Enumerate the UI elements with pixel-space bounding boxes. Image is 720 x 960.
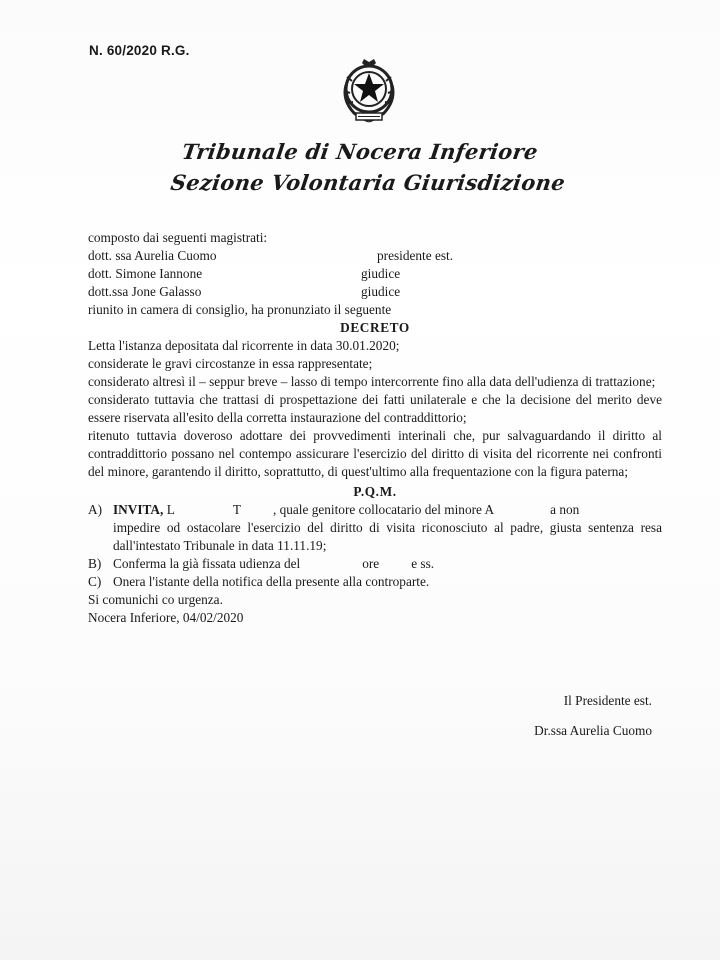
order-label: A) bbox=[88, 502, 103, 517]
order-a-name-initial: L bbox=[166, 502, 175, 517]
order-a-rest: impedire od ostacolare l'esercizio del diritto di visita riconosciuto al padre, giusta sentenza resa dall'intestato Tribunale in data 11.11.19; bbox=[113, 520, 662, 553]
recital: ritenuto tuttavia doveroso adottare dei provvedimenti interinali che, pur salvaguardando il diritto al contraddittorio possano nel contempo assicurare l'esercizio del diritto di visita del ricorrente nei confronti del minore, garantendo il diritto, soprattutto, di quest'ultimo alla frequentazione con la figura paterna; bbox=[88, 428, 662, 479]
recital: Letta l'istanza depositata dal ricorrente in data 30.01.2020; bbox=[88, 338, 400, 353]
magistrate-role: presidente est. bbox=[377, 248, 454, 263]
magistrate-name: dott.ssa Jone Galasso bbox=[88, 284, 202, 299]
order-a bbox=[88, 501, 662, 555]
case-reference: N. 60/2020 R.G. bbox=[89, 43, 190, 58]
magistrate-row bbox=[88, 247, 662, 265]
recital: considerato tuttavia che trattasi di prospettazione dei fatti unilaterale e che la decisione del merito deve essere riservata all'esito della corretta instaurazione del contraddittorio; bbox=[88, 392, 662, 425]
magistrate-name: dott. Simone Iannone bbox=[88, 266, 203, 281]
signature-title: Il Presidente est. bbox=[563, 693, 652, 708]
composition-intro: composto dai seguenti magistrati: bbox=[88, 230, 268, 245]
place-date: Nocera Inferiore, 04/02/2020 bbox=[88, 610, 244, 625]
order-verb: INVITA, bbox=[113, 502, 164, 517]
order-c-text: Onera l'istante della notifica della presente alla controparte. bbox=[113, 574, 430, 589]
magistrate-name: dott. ssa Aurelia Cuomo bbox=[88, 248, 217, 263]
court-section: Sezione Volontaria Giurisdizione bbox=[169, 170, 567, 195]
order-a-text-end: a non bbox=[550, 502, 580, 517]
order-b-hour: ore bbox=[362, 556, 380, 571]
magistrate-row bbox=[88, 265, 662, 283]
order-a-text: , quale genitore collocatario del minore A bbox=[272, 502, 495, 517]
court-name: Tribunale di Nocera Inferiore bbox=[180, 139, 540, 164]
order-label: B) bbox=[88, 556, 102, 571]
order-b bbox=[88, 555, 662, 573]
communication-line: Si comunichi co urgenza. bbox=[88, 592, 223, 607]
order-a-surname-initial: T bbox=[232, 502, 241, 517]
order-label: C) bbox=[88, 574, 102, 589]
magistrate-row bbox=[88, 283, 662, 301]
magistrate-role: giudice bbox=[361, 266, 401, 281]
pqm-heading: P.Q.M. bbox=[353, 484, 397, 499]
signature-name: Dr.ssa Aurelia Cuomo bbox=[534, 723, 652, 738]
magistrate-role: giudice bbox=[361, 284, 401, 299]
decree-body bbox=[88, 229, 662, 627]
council-line: riunito in camera di consiglio, ha pronunziato il seguente bbox=[88, 302, 392, 317]
order-b-text: Conferma la già fissata udienza del bbox=[113, 556, 301, 571]
recital: considerato altresì il – seppur breve – lasso di tempo intercorrente fino alla data dell'udienza di trattazione; bbox=[88, 374, 656, 389]
repubblica-italiana-emblem-icon bbox=[338, 55, 400, 127]
order-b-end: e ss. bbox=[411, 556, 435, 571]
order-c bbox=[88, 573, 662, 591]
decree-heading: DECRETO bbox=[340, 320, 410, 335]
recital: considerate le gravi circostanze in essa rappresentate; bbox=[88, 356, 373, 371]
